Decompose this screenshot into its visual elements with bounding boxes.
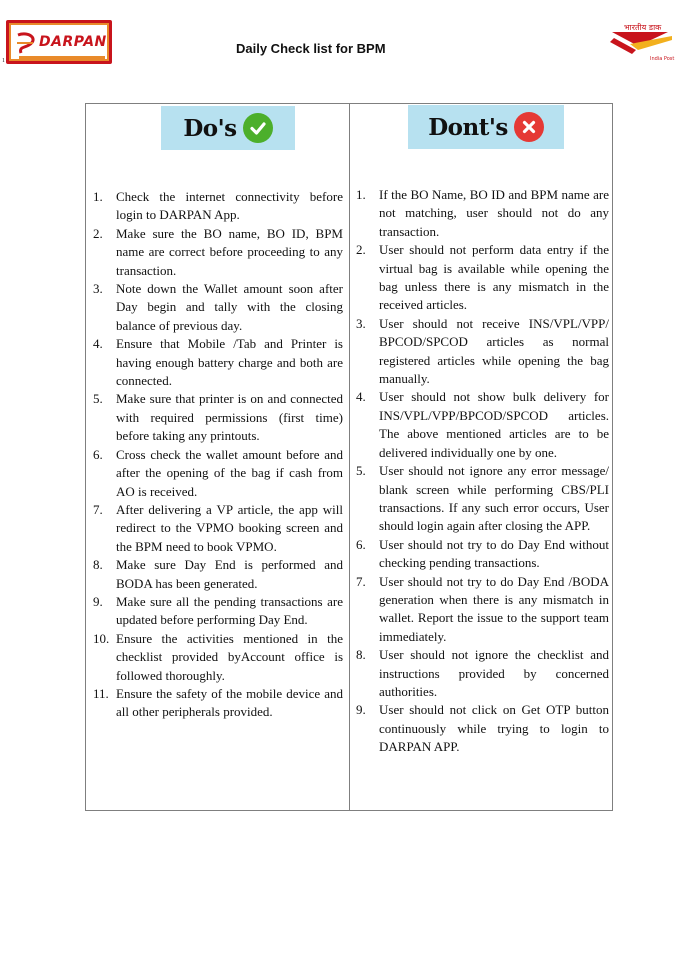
donts-heading: Dont's	[428, 113, 508, 141]
darpan-emblem-icon	[15, 31, 41, 55]
list-item: 8. User should not ignore the checklist and instructions provided by concerned authorities.	[356, 647, 609, 699]
list-item: 2. User should not perform data entry if the virtual bag is available while opening the bag unless there is any mismatch in the received articles.	[356, 242, 609, 313]
dos-column	[86, 104, 349, 810]
list-item: 5. Make sure that printer is on and connected with required permissions (first time) before taking any printouts.	[93, 391, 343, 444]
list-item: 4. User should not show bulk delivery for INS/VPL/VPP/BPCOD/SPCOD articles. The above mentioned articles are to be delivered individually one by one.	[356, 389, 609, 460]
donts-header	[408, 105, 564, 149]
list-item: 3. Note down the Wallet amount soon after Day begin and tally with the closing balance of previous day.	[93, 281, 343, 333]
list-item: 11. Ensure the safety of the mobile device and all other peripherals provided.	[93, 685, 343, 720]
list-item: 6. User should not try to do Day End without checking pending transactions.	[356, 536, 609, 571]
dos-heading: Do's	[183, 114, 237, 142]
list-item: 9. Make sure all the pending transactions are updated before performing Day End.	[93, 593, 343, 628]
list-item: 8. Make sure Day End is performed and BODA has been generated.	[93, 557, 343, 591]
check-icon	[243, 113, 273, 143]
list-item: 4. Ensure that Mobile /Tab and Printer is having enough battery charge and both are connected.	[93, 336, 343, 389]
corner-mark: 1	[2, 58, 5, 64]
darpan-logo	[6, 20, 112, 64]
dos-header	[161, 106, 295, 150]
donts-column	[350, 104, 613, 810]
list-item: 1. Check the internet connectivity before login to DARPAN App.	[93, 189, 343, 223]
list-item: 7. User should not try to do Day End /BODA generation when there is any mismatch in wallet. Report the issue to the support team immediately.	[356, 573, 609, 644]
checklist-table	[85, 103, 613, 811]
cross-icon	[514, 112, 544, 142]
list-item: 9. User should not click on Get OTP button continuously while trying to login to DARPAN APP.	[356, 702, 609, 755]
india-post-hindi-text: भारतीय डाक	[624, 23, 662, 32]
darpan-logo-underline	[19, 56, 105, 59]
dos-list	[93, 188, 343, 722]
list-item: 6. Cross check the wallet amount before and after the opening of the bag if cash from AO is received.	[93, 446, 343, 499]
list-item: 10. Ensure the activities mentioned in the checklist provided byAccount office is followed thoroughly.	[93, 630, 343, 683]
list-item: 5. User should not ignore any error message/ blank screen while performing CBS/PLI transactions. If any such error occurs, User should login again after closing the APP.	[356, 463, 609, 534]
list-item: 1. If the BO Name, BO ID and BPM name are not matching, user should not do any transaction.	[356, 187, 609, 239]
list-item: 3. User should not receive INS/VPL/VPP/ BPCOD/SPCOD articles as normal registered articles while opening the bag manually.	[356, 315, 609, 387]
list-item: 2. Make sure the BO name, BO ID, BPM name are correct before proceeding to any transaction.	[93, 225, 343, 278]
page-title: Daily Check list for BPM	[236, 41, 386, 56]
donts-list	[356, 186, 609, 757]
list-item: 7. After delivering a VP article, the app will redirect to the VPMO booking screen and the BPM need to book VPMO.	[93, 501, 343, 554]
darpan-logo-text: DARPAN	[39, 34, 107, 50]
india-post-logo	[608, 22, 678, 66]
india-post-caption: India Post	[650, 56, 675, 62]
